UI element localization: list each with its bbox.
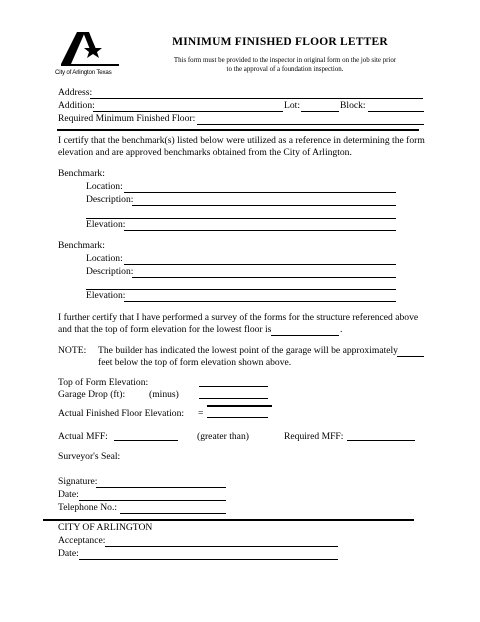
signature-date-field[interactable] <box>79 500 226 501</box>
telephone-field[interactable] <box>120 513 226 514</box>
surveyor-seal-label: Surveyor's Seal: <box>58 451 121 462</box>
acceptance-field[interactable] <box>105 546 338 547</box>
benchmark-1-description-field[interactable] <box>132 205 396 206</box>
benchmark-1-location-label: Location: <box>86 181 123 192</box>
addition-label: Addition: <box>58 100 95 111</box>
top-of-form-field[interactable] <box>271 335 339 336</box>
top-of-form-elevation-field[interactable] <box>199 386 268 387</box>
acceptance-label: Acceptance: <box>58 535 106 546</box>
benchmark-1-heading: Benchmark: <box>58 168 105 179</box>
calc-total-rule <box>207 405 272 407</box>
actual-floor-label: Actual Finished Floor Elevation: <box>58 408 185 419</box>
benchmark-2-elevation-field[interactable] <box>124 301 396 302</box>
signature-label: Signature: <box>58 476 98 487</box>
address-field[interactable] <box>90 98 423 99</box>
address-label: Address: <box>58 87 93 98</box>
subtitle-line-1: This form must be provided to the inspector in original form on the job site prior <box>173 57 397 64</box>
certify-line-1: I certify that the benchmark(s) listed below were utilized as a reference in determining the form <box>58 135 425 146</box>
equals-sign: = <box>198 408 204 419</box>
note-line-2: feet below the top of form elevation shown above. <box>98 357 292 368</box>
benchmark-2-elevation-label: Elevation: <box>86 290 126 301</box>
city-date-label: Date: <box>58 548 79 559</box>
further-line-1: I further certify that I have performed a survey of the forms for the structure referenced above <box>58 312 419 323</box>
section-divider-1 <box>57 129 419 131</box>
benchmark-2-description-label: Description: <box>86 266 134 277</box>
page-title: MINIMUM FINISHED FLOOR LETTER <box>172 36 388 48</box>
city-logo <box>55 28 125 78</box>
benchmark-1-elevation-label: Elevation: <box>86 219 126 230</box>
section-divider-2 <box>43 519 414 521</box>
required-mff-label: Required MFF: <box>284 431 344 442</box>
required-mff-field[interactable] <box>347 440 415 441</box>
benchmark-1-elevation-field[interactable] <box>124 230 396 231</box>
required-floor-field[interactable] <box>197 124 424 125</box>
lot-label: Lot: <box>284 100 300 111</box>
lot-field[interactable] <box>301 111 339 112</box>
note-label: NOTE: <box>58 345 87 356</box>
signature-date-label: Date: <box>58 489 79 500</box>
benchmark-1-description-label: Description: <box>86 194 134 205</box>
city-heading: CITY OF ARLINGTON <box>58 522 153 533</box>
signature-field[interactable] <box>96 487 226 488</box>
addition-field[interactable] <box>93 111 283 112</box>
benchmark-2-location-label: Location: <box>86 253 123 264</box>
greater-than-label: (greater than) <box>197 431 249 442</box>
top-of-form-label: Top of Form Elevation: <box>58 377 149 388</box>
actual-floor-field[interactable] <box>207 417 268 418</box>
block-label: Block: <box>340 100 366 111</box>
further-line-2-prefix: and that the top of form elevation for the lowest floor is <box>58 324 272 335</box>
benchmark-1-location-field[interactable] <box>124 192 396 193</box>
benchmark-2-description-field-2[interactable] <box>86 289 396 290</box>
garage-drop-label: Garage Drop (ft): <box>58 389 126 400</box>
actual-mff-field[interactable] <box>114 440 178 441</box>
further-line-2-suffix: . <box>340 324 343 335</box>
telephone-label: Telephone No.: <box>58 502 118 513</box>
actual-mff-label: Actual MFF: <box>58 431 108 442</box>
star-a-logo-icon <box>57 28 123 68</box>
certify-line-2: elevation and are approved benchmarks obtained from the City of Arlington. <box>58 147 352 158</box>
garage-depth-field[interactable] <box>397 356 424 357</box>
logo-text: City of Arlington Texas <box>55 69 112 76</box>
note-line-1: The builder has indicated the lowest point of the garage will be approximately <box>98 345 398 356</box>
garage-drop-field[interactable] <box>199 398 268 399</box>
benchmark-2-location-field[interactable] <box>124 264 396 265</box>
block-field[interactable] <box>368 111 424 112</box>
subtitle-line-2: to the approval of a foundation inspection. <box>226 66 344 73</box>
required-floor-label: Required Minimum Finished Floor: <box>58 113 196 124</box>
minus-label: (minus) <box>149 389 179 400</box>
benchmark-2-description-field[interactable] <box>132 277 396 278</box>
city-date-field[interactable] <box>79 559 338 560</box>
benchmark-1-description-field-2[interactable] <box>86 218 396 219</box>
benchmark-2-heading: Benchmark: <box>58 240 105 251</box>
